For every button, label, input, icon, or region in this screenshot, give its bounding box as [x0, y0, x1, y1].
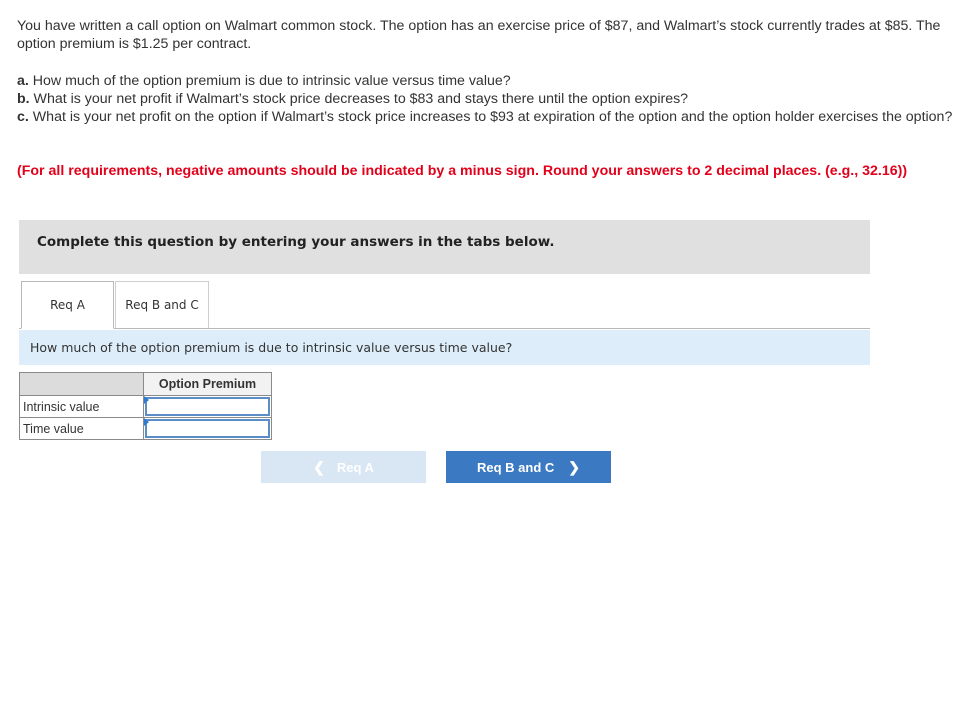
chevron-right-icon: ❯ [568, 458, 581, 475]
part-text: What is your net profit on the option if Walmart’s stock price increases to $93 at expiration of the option and the option holder exercises the option? [28, 109, 953, 125]
instructions-box [19, 220, 870, 274]
tab-bar [19, 281, 870, 329]
question-part-a [17, 72, 957, 90]
tab-divider [19, 328, 870, 329]
time-value-input[interactable] [145, 419, 270, 438]
tab-req-b-and-c[interactable]: Req B and C [115, 281, 209, 328]
tab-req-a[interactable]: Req A [21, 281, 114, 329]
requirement-prompt-text: How much of the option premium is due to intrinsic value versus time value? [30, 340, 513, 355]
question-intro-text: You have written a call option on Walmart common stock. The option has an exercise price of $87, and Walmart’s stock currently trades at $85. The option premium is $1.25 per contract. [17, 18, 941, 52]
question-intro [17, 17, 957, 53]
input-cell [144, 396, 272, 418]
next-button-label: Req B and C [476, 459, 555, 475]
rounding-note: (For all requirements, negative amounts should be indicated by a minus sign. Round your answers to 2 decimal places. (e.g., 32.16)) [17, 163, 908, 179]
part-text: How much of the option premium is due to intrinsic value versus time value? [28, 73, 511, 89]
question-part-c [17, 108, 957, 126]
part-letter: b. [17, 91, 30, 107]
intrinsic-value-input[interactable] [145, 397, 270, 416]
question-parts [17, 72, 957, 126]
prev-req-a-button[interactable] [261, 451, 426, 483]
part-letter: c. [17, 109, 29, 125]
table-row [20, 396, 272, 418]
next-req-b-and-c-button[interactable] [446, 451, 611, 483]
table-header-row [20, 373, 272, 396]
part-letter: a. [17, 73, 29, 89]
chevron-left-icon: ❮ [313, 458, 325, 475]
row-label-time-value: Time value [20, 418, 144, 440]
table-row [20, 418, 272, 440]
answer-table [19, 372, 272, 440]
requirement-prompt [19, 330, 870, 365]
cell-marker-icon [144, 418, 149, 426]
part-text: What is your net profit if Walmart’s stock price decreases to $83 and stays there until the option expires? [29, 91, 689, 107]
question-part-b [17, 90, 957, 108]
cell-marker-icon [144, 396, 149, 404]
instructions-text: Complete this question by entering your answers in the tabs below. [37, 234, 555, 250]
row-label-intrinsic-value: Intrinsic value [20, 396, 144, 418]
table-header-empty [20, 373, 144, 396]
table-header-option-premium: Option Premium [144, 373, 272, 396]
input-cell [144, 418, 272, 440]
prev-button-label: Req A [336, 459, 374, 475]
